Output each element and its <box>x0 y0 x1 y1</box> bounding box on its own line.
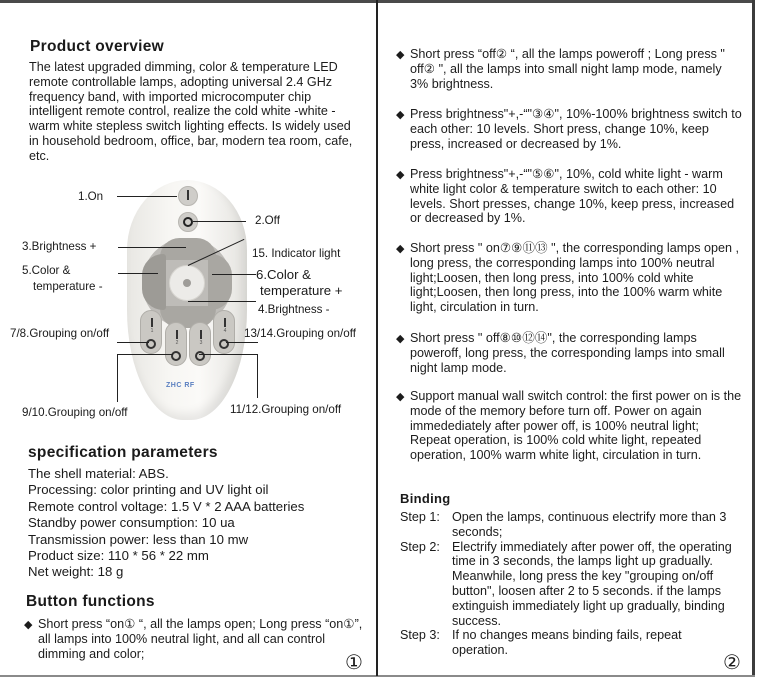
label-indicator-light: 15. Indicator light <box>252 247 341 260</box>
leader-line <box>117 342 149 343</box>
spec-item: Standby power consumption: 10 ua <box>28 515 235 531</box>
group-3-button-graphic <box>189 322 211 366</box>
label-group-7-8: 7/8.Grouping on/off <box>10 327 110 340</box>
binding-step <box>400 540 740 629</box>
binding-step <box>400 510 740 540</box>
label-brightness-plus: 3.Brightness + <box>22 240 97 253</box>
leader-line <box>117 354 118 402</box>
bullet-text: Short press “off② “, all the lamps poweroff ; Long press " off② ", all the lamps into small night lamp mode, namely 3% brightness. <box>410 47 725 91</box>
page-number: ② <box>723 652 741 674</box>
power-off-icon <box>183 217 193 227</box>
group-number: 4 <box>223 328 227 334</box>
on-mark-icon <box>224 318 226 327</box>
off-mark-icon <box>171 351 181 361</box>
step-text: Electrify immediately after power off, the operating time in 3 seconds, the lamps light up gradually. Meanwhile, long press the key "grouping on/off button", loosen after 2 to 5 seconds. if the lamps extinguish immediately light up gradually, binding success. <box>452 539 732 628</box>
color-temp-minus-graphic <box>142 254 166 310</box>
leader-line <box>212 274 256 275</box>
diamond-bullet-icon: ◆ <box>24 619 33 631</box>
label-brightness-minus: 4.Brightness - <box>258 303 330 316</box>
on-mark-icon <box>176 330 178 339</box>
spec-item: Processing: color printing and UV light oil <box>28 482 269 498</box>
bullet-item <box>396 167 742 226</box>
right-border <box>752 0 755 676</box>
spec-item: Product size: 110 * 56 * 22 mm <box>28 548 209 564</box>
bullet-text: Press brightness"+,-“"⑤⑥", 10%, cold white light - warm white light color & temperature switch to each other: 10 levels. Short presses, change 10%, keep press, increased or decreased by 1%. <box>410 167 735 226</box>
leader-line <box>193 221 246 222</box>
diamond-bullet-icon: ◆ <box>396 391 405 403</box>
brand-logo: ZHC RF <box>166 382 195 389</box>
step-label: Step 1: <box>400 510 440 524</box>
label-on: 1.On <box>78 190 104 203</box>
leader-line <box>257 354 258 398</box>
leader-line <box>199 354 257 355</box>
left-page <box>0 0 376 675</box>
bullet-item <box>396 389 742 463</box>
on-mark-icon <box>200 330 202 339</box>
diamond-bullet-icon: ◆ <box>396 49 405 61</box>
binding-title: Binding <box>400 491 451 506</box>
diamond-bullet-icon: ◆ <box>396 169 405 181</box>
bullet-text: Short press " on⑦⑨⑪⑬ ", the corresponding lamps open , long press, the corresponding lamps into 100% neutral light;Loosen, then long press, into 100% cold white light;Loosen, then long press, into the 100% warm white light, circulation in turn. <box>410 241 740 315</box>
spec-title: specification parameters <box>28 444 218 461</box>
overview-text: The latest upgraded dimming, color & temperature LED remote controllable lamps, adopting universal 2.4 GHz frequency band, with imported microcomputer chip intelligent remote control, realize the cold white -white - warm white stepless switch lighting effects. Is widely used in household bedroom, office, bar, modern tea room, cafe, etc. <box>29 60 353 163</box>
page-number: ① <box>345 652 363 674</box>
leader-line <box>118 273 158 274</box>
bullet-text: Support manual wall switch control: the first power on is the mode of the memory before turn off. Power on again immedediately after power off, is 100% neutral light; Repeat operation, is 100% cold white light, repeated operation, 100% warm white light, circulation in turn. <box>410 389 742 463</box>
label-color-temp-plus-1: 6.Color & <box>256 267 311 282</box>
indicator-light-icon <box>183 279 191 287</box>
group-number: 3 <box>199 340 203 346</box>
power-on-icon <box>187 190 189 200</box>
on-button-graphic <box>178 186 198 206</box>
binding-steps <box>400 510 740 658</box>
label-color-temp-minus-1: 5.Color & <box>22 264 71 277</box>
leader-line <box>226 342 258 343</box>
label-group-9-10: 9/10.Grouping on/off <box>22 406 128 419</box>
group-2-button-graphic <box>165 322 187 366</box>
group-1-button-graphic <box>140 310 162 354</box>
group-number: 1 <box>150 328 154 334</box>
on-mark-icon <box>151 318 153 327</box>
off-mark-icon <box>195 351 205 361</box>
remote-diagram <box>0 170 376 432</box>
leader-line <box>188 301 256 302</box>
diamond-bullet-icon: ◆ <box>396 109 405 121</box>
step-label: Step 3: <box>400 628 440 643</box>
binding-step <box>400 628 740 658</box>
leader-line <box>117 354 173 355</box>
bullet-text: Short press " off⑧⑩⑫⑭", the corresponding lamps poweroff, long press, the corresponding lamps into small night lamp mode. <box>410 331 725 375</box>
off-mark-icon <box>146 339 156 349</box>
label-group-13-14: 13/14.Grouping on/off <box>244 327 356 340</box>
diamond-bullet-icon: ◆ <box>396 243 405 255</box>
leader-line <box>117 196 177 197</box>
bullet-item <box>396 47 742 91</box>
off-button-graphic <box>178 212 198 232</box>
group-4-button-graphic <box>213 310 235 354</box>
bullet-item <box>396 241 742 315</box>
bullet-item <box>396 107 742 151</box>
group-number: 2 <box>175 340 179 346</box>
label-color-temp-minus-2: temperature - <box>33 280 103 293</box>
leader-line <box>118 247 186 248</box>
bullet-text: Press brightness"+,-“"③④", 10%-100% brightness switch to each other: 10 levels. Short press, change 10%, keep press, increased or decreased by 1%. <box>410 107 742 151</box>
step-text: If no changes means binding fails, repeat operation. <box>452 628 682 658</box>
label-color-temp-plus-2: temperature + <box>260 283 343 298</box>
step-text: Open the lamps, continuous electrify more than 3 seconds; <box>452 510 727 539</box>
step-label: Step 2: <box>400 539 440 554</box>
bullet-text: Short press “on① “, all the lamps open; Long press “on①”, all lamps into 100% neutral light, and all can control dimming and color; <box>38 617 363 661</box>
spec-item: Net weight: 18 g <box>28 564 124 580</box>
diamond-bullet-icon: ◆ <box>396 333 405 345</box>
overview-title: Product overview <box>30 38 165 55</box>
spec-item: Transmission power: less than 10 mw <box>28 531 249 547</box>
spec-list <box>28 466 373 581</box>
bullet-item <box>396 331 742 375</box>
bullet-item <box>24 617 364 661</box>
off-mark-icon <box>219 339 229 349</box>
button-functions-title: Button functions <box>26 593 155 610</box>
spec-item: Remote control voltage: 1.5 V * 2 AAA batteries <box>28 498 305 514</box>
label-group-11-12: 11/12.Grouping on/off <box>230 403 342 416</box>
spec-item: The shell material: ABS. <box>28 466 169 481</box>
label-off: 2.Off <box>255 214 280 227</box>
right-page <box>378 0 752 675</box>
